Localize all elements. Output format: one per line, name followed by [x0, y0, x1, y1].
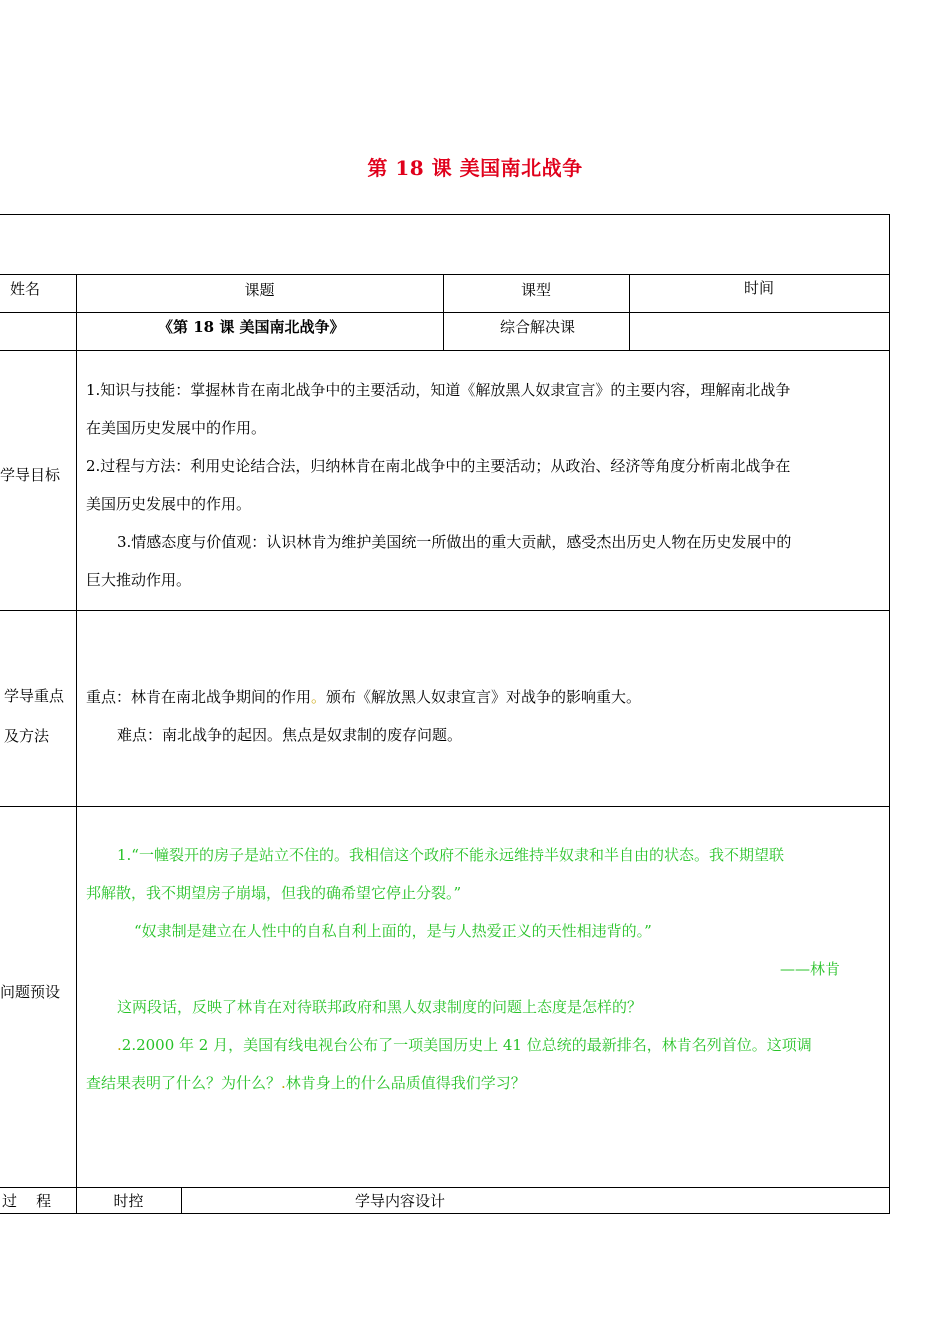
difficulty-point: 难点：南北战争的起因。焦点是奴隶制的废存问题。: [117, 726, 463, 744]
question-1-line-1: 1.“一幢裂开的房子是站立不住的。我相信这个政府不能永远维持半奴隶和半自由的状态。我不期望联: [117, 846, 784, 864]
question-1-quote: “奴隶制是建立在人性中的自私自利上面的，是与人热爱正义的天性相违背的。”: [134, 922, 652, 940]
question-1-author: ——林肯: [780, 960, 841, 978]
question-2-mark: .: [117, 1036, 122, 1054]
goals-content: [86, 371, 886, 599]
topic-header: 课题: [244, 281, 275, 299]
type-header: 课型: [520, 281, 551, 299]
key-point-text-2: 颁布《解放黑人奴隶宣言》对战争的影响重大。: [326, 688, 642, 706]
design-header: 学导内容设计: [355, 1192, 446, 1210]
goal-1-line-1: 1.知识与技能：掌握林肯在南北战争中的主要活动，知道《解放黑人奴隶宣言》的主要内容，理解南北战争: [86, 381, 791, 399]
goal-2-line-1: 2.过程与方法：利用史论结合法，归纳林肯在南北战争中的主要活动；从政治、经济等角度分析南北战争在: [86, 457, 791, 475]
page-title: 第 18 课 美国南北战争: [367, 156, 583, 180]
questions-content: [86, 836, 886, 1102]
key-point: [86, 678, 886, 716]
goal-2-line-2: 美国历史发展中的作用。: [86, 495, 252, 513]
goal-3-line-2: 巨大推动作用。: [86, 571, 192, 589]
time-header: 时间: [743, 279, 774, 297]
goals-label: 学导目标: [0, 466, 61, 484]
process-header: 过 程: [2, 1192, 52, 1210]
type-value: 综合解决课: [500, 318, 576, 336]
name-header: 姓名: [10, 280, 41, 298]
question-2-text-3: 林肯身上的什么品质值得我们学习？: [285, 1074, 526, 1092]
key-point-mark: 。: [311, 688, 327, 706]
question-2-line-2: [86, 1064, 886, 1102]
time-control-header: 时控: [113, 1192, 144, 1210]
question-1-ask: 这两段话，反映了林肯在对待联邦政府和黑人奴隶制度的问题上态度是怎样的？: [117, 998, 643, 1016]
goal-3-line-1: 3.情感态度与价值观：认识林肯为维护美国统一所做出的重大贡献，感受杰出历史人物在历史发展中的: [117, 533, 792, 551]
topic-value: 《第 18 课 美国南北战争》: [158, 318, 345, 336]
focus-label-line-2: 及方法: [4, 727, 50, 745]
focus-content: [86, 678, 886, 754]
question-2-text-2: 查结果表明了什么？为什么？: [86, 1074, 282, 1092]
question-2-text: 2.2000 年 2 月，美国有线电视台公布了一项美国历史上 41 位总统的最新排名，林肯名列首位。这项调: [121, 1036, 812, 1054]
key-point-text: 重点：林肯在南北战争期间的作用: [86, 688, 312, 706]
question-2-line-1: [86, 1026, 886, 1064]
questions-label: 问题预设: [0, 983, 61, 1001]
focus-label-line-1: 学导重点: [4, 687, 65, 705]
goal-1-line-2: 在美国历史发展中的作用。: [86, 419, 267, 437]
question-2-mark-2: .: [281, 1074, 286, 1092]
question-1-line-2: 邦解散，我不期望房子崩塌，但我的确希望它停止分裂。”: [86, 884, 462, 902]
